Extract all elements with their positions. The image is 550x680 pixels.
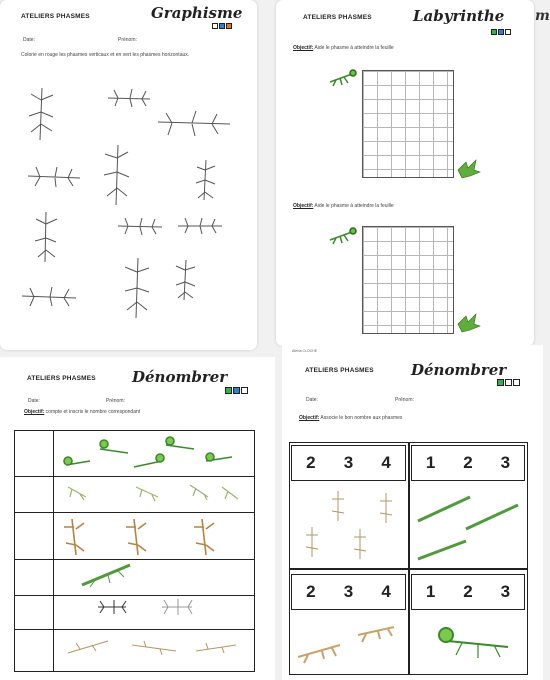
sheet-header: ATELIERS PHASMES bbox=[305, 367, 374, 374]
objective-label: Objectif: bbox=[293, 203, 314, 209]
author-note: Alexia CLOCHE bbox=[292, 349, 318, 353]
instruction-text: Colorie en rouge les phasmes verticaux et en vert les phasmes horizontaux. bbox=[21, 52, 190, 58]
objective-text: compte et inscris le nombre correspondant bbox=[45, 409, 141, 415]
badge-square-2 bbox=[498, 29, 504, 35]
number-option[interactable]: 2 bbox=[463, 453, 473, 472]
objective-text: Aide le phasme à atteindre la feuille bbox=[314, 203, 394, 209]
counting-phasme-illustrations bbox=[0, 357, 275, 680]
phasme-vertical-2 bbox=[104, 145, 129, 205]
maze-2[interactable] bbox=[362, 226, 454, 334]
objective-text: Aide le phasme à atteindre la feuille bbox=[314, 45, 394, 51]
number-option[interactable]: 3 bbox=[343, 582, 354, 601]
stick-insect-drawings bbox=[0, 0, 257, 350]
badge-square-1 bbox=[491, 29, 497, 35]
quadrant-2-green-phasmes bbox=[418, 497, 518, 559]
objective-label: Objectif: bbox=[24, 409, 45, 415]
phasme-horizontal-1 bbox=[108, 89, 150, 107]
quadrant-3-brown-phasmes bbox=[298, 627, 394, 663]
phasme-vertical-5 bbox=[125, 258, 149, 318]
quadrant-1-stick-phasmes bbox=[306, 491, 392, 559]
edge-fragment-text: m bbox=[535, 8, 550, 24]
prenom-label: Prénom: bbox=[118, 37, 137, 43]
phasme-vertical-1 bbox=[29, 88, 53, 140]
sheet-title: Dénombrer bbox=[411, 361, 507, 379]
number-option[interactable]: 1 bbox=[425, 453, 436, 472]
phasme-horizontal-3 bbox=[28, 167, 80, 187]
phasme-vertical-4 bbox=[35, 212, 57, 262]
graphisme-worksheet[interactable] bbox=[0, 0, 257, 350]
leaf-icon-2 bbox=[456, 312, 482, 334]
number-option[interactable]: 3 bbox=[500, 582, 511, 601]
sheet-header: ATELIERS PHASMES bbox=[303, 14, 372, 21]
number-option[interactable]: 4 bbox=[381, 453, 391, 472]
phasme-horizontal-4 bbox=[118, 218, 162, 235]
objective-text: Associe le bon nombre aux phasmes bbox=[320, 415, 403, 421]
objective-1 bbox=[293, 45, 394, 51]
number-option[interactable]: 2 bbox=[306, 453, 316, 472]
phasme-horizontal-2 bbox=[158, 111, 230, 136]
row-3-brown-phasmes bbox=[64, 519, 214, 555]
row-1-green-phasmes bbox=[64, 437, 232, 467]
phasme-icon-1 bbox=[328, 68, 358, 88]
phasme-horizontal-5 bbox=[178, 218, 222, 234]
prenom-label: Prénom: bbox=[106, 398, 125, 404]
sheet-title: Dénombrer bbox=[132, 368, 228, 386]
sheet-header: ATELIERS PHASMES bbox=[21, 13, 90, 20]
leaf-icon-1 bbox=[456, 158, 482, 180]
number-option[interactable]: 1 bbox=[425, 582, 436, 601]
labyrinthe-worksheet[interactable] bbox=[276, 0, 534, 346]
number-option[interactable]: 4 bbox=[381, 582, 391, 601]
objective-2 bbox=[293, 203, 394, 209]
phasme-vertical-3 bbox=[196, 160, 215, 200]
sheet-header: ATELIERS PHASMES bbox=[27, 375, 96, 382]
date-label: Date: bbox=[306, 397, 318, 403]
objective-label: Objectif: bbox=[299, 415, 320, 421]
level-badge bbox=[491, 29, 511, 35]
number-option[interactable]: 2 bbox=[306, 582, 316, 601]
row-5-dark-phasmes bbox=[98, 599, 192, 615]
phasme-icon-2 bbox=[328, 226, 358, 246]
quadrant-phasme-illustrations bbox=[282, 345, 543, 680]
row-4-green-phasme bbox=[82, 565, 130, 587]
sheet-title: Labyrinthe bbox=[413, 7, 505, 25]
maze-1[interactable] bbox=[362, 70, 454, 178]
row-2-pale-phasmes bbox=[68, 485, 238, 501]
phasme-vertical-6 bbox=[176, 260, 195, 300]
denombrer-right-worksheet[interactable] bbox=[282, 345, 543, 680]
sheet-title: Graphisme bbox=[151, 4, 243, 22]
objective-label: Objectif: bbox=[293, 45, 314, 51]
phasme-horizontal-6 bbox=[22, 287, 76, 306]
date-label: Date: bbox=[28, 398, 40, 404]
badge-square-3 bbox=[505, 29, 511, 35]
date-label: Date: bbox=[23, 37, 35, 43]
number-option[interactable]: 3 bbox=[500, 453, 511, 472]
number-option[interactable]: 2 bbox=[463, 582, 473, 601]
quadrant-4-cartoon-phasme bbox=[439, 628, 508, 658]
number-option[interactable]: 3 bbox=[343, 453, 354, 472]
row-6-stick-phasmes bbox=[68, 641, 236, 655]
denombrer-left-worksheet[interactable] bbox=[0, 357, 275, 680]
prenom-label: Prénom: bbox=[395, 397, 414, 403]
